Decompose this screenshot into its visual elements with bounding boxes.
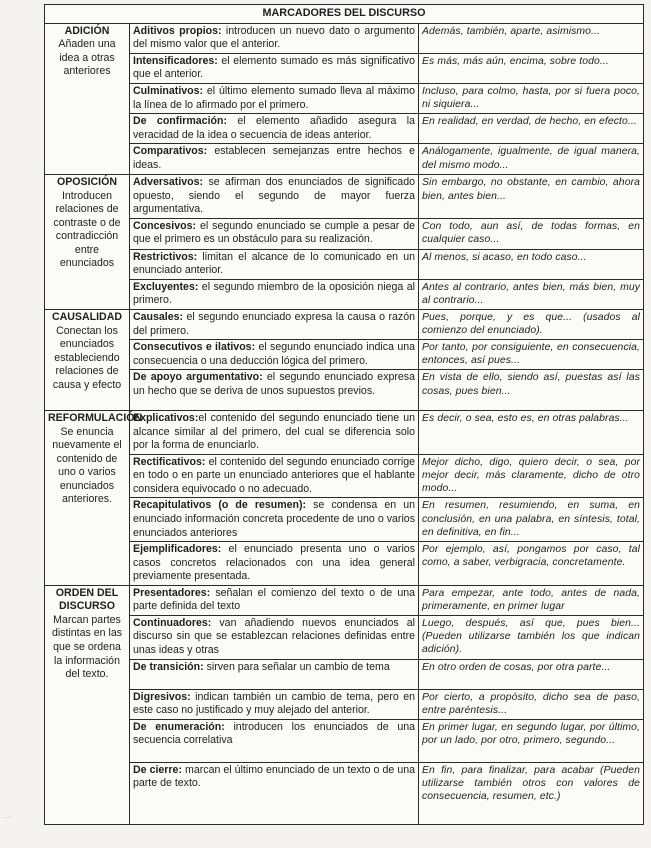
table-row <box>45 218 644 249</box>
definition-cell <box>130 144 419 175</box>
examples-cell: En resumen, resumiendo, en suma, en conclusión, en una palabra, en síntesis, total, en definitiva, en fin... <box>419 498 644 542</box>
examples-cell: En vista de ello, siendo así, puestas así las cosas, pues bien... <box>419 370 644 411</box>
discourse-markers-table <box>44 4 644 825</box>
definition-cell <box>130 762 419 824</box>
marker-definition: el elemento sumado es más significativo que el anterior. <box>133 54 415 81</box>
table-row <box>45 659 644 689</box>
examples-cell: Luego, después, así que, pues bien... (Pueden utilizarse también los que indican adición). <box>419 615 644 659</box>
definition-cell <box>130 542 419 586</box>
table-row <box>45 53 644 83</box>
marker-definition: sirven para señalar un cambio de tema <box>203 660 390 673</box>
table-row <box>45 498 644 542</box>
marker-definition: introducen un nuevo dato o argumento del mismo valor que el anterior. <box>133 24 415 51</box>
examples-cell: Con todo, aun así, de todas formas, en cualquier caso... <box>419 218 644 249</box>
table-row <box>45 615 644 659</box>
examples-cell: Para empezar, ante todo, antes de nada, primeramente, en primer lugar <box>419 585 644 615</box>
examples-cell: En realidad, en verdad, de hecho, en efecto... <box>419 114 644 144</box>
marker-definition: marcan el último enunciado de un texto o de una parte de texto. <box>133 763 415 790</box>
definition-cell <box>130 114 419 144</box>
category-name: REFORMULACIÓN <box>48 412 143 425</box>
table-row <box>45 689 644 719</box>
category-description: Introducen relaciones de contraste o de contradicción entre enunciados <box>53 189 121 270</box>
marker-type: Aditivos propios: <box>133 24 222 37</box>
examples-cell: Al menos, si acaso, en todo caso... <box>419 249 644 279</box>
category-name: ADICIÓN <box>64 24 110 37</box>
table-row <box>45 585 644 615</box>
examples-cell: En primer lugar, en segundo lugar, por último, por un lado, por otro, primero, segundo... <box>419 719 644 762</box>
marker-definition: se condensa en un enunciado información concreta procedente de uno o varios enunciados anteriores <box>133 499 415 539</box>
table-row <box>45 340 644 370</box>
category-cell <box>45 585 130 824</box>
marker-type: Adversativos: <box>133 176 204 189</box>
examples-cell: Por cierto, a propósito, dicho sea de paso, entre paréntesis... <box>419 689 644 719</box>
definition-cell <box>130 340 419 370</box>
category-description: Se enuncia nuevamente el contenido de uno o varios enunciados anteriores. <box>52 425 122 506</box>
table-row <box>45 542 644 586</box>
marker-definition: señalan el comienzo del texto o de una parte definida del texto <box>133 586 415 613</box>
table-row <box>45 454 644 498</box>
marker-type: Restrictivos: <box>133 250 198 263</box>
definition-cell <box>130 498 419 542</box>
examples-cell: Además, también, aparte, asimismo... <box>419 23 644 53</box>
definition-cell <box>130 53 419 83</box>
marker-type: Excluyentes: <box>133 280 199 293</box>
marker-type: De transición: <box>133 660 204 673</box>
marker-definition: el segundo enunciado se cumple a pesar de que el primero es un obstáculo para su realización. <box>133 219 415 246</box>
category-name: OPOSICIÓN <box>56 176 118 189</box>
marker-type: Continuadores: <box>133 616 212 629</box>
marker-type: De cierre: <box>133 763 182 776</box>
definition-cell <box>130 370 419 411</box>
examples-cell: Es más, más aún, encima, sobre todo... <box>419 53 644 83</box>
definition-cell <box>130 84 419 114</box>
marker-definition: el segundo enunciado indica una consecuencia o una deducción lógica del primero. <box>133 341 415 367</box>
marker-definition: van añadiendo nuevos enunciados al discurso sin que se establezcan relaciones definidas entre unas ideas y otras <box>133 616 415 656</box>
definition-cell <box>130 249 419 279</box>
marker-definition: establecen semejanzas entre hechos e ideas. <box>133 145 415 171</box>
table-row <box>45 310 644 340</box>
marker-definition: el elemento añadido asegura la veracidad de la idea o secuencia de ideas anterior. <box>133 115 415 141</box>
category-name: CAUSALIDAD <box>51 311 123 324</box>
examples-cell: Mejor dicho, digo, quiero decir, o sea, por mejor decir, más claramente, dicho de otro modo... <box>419 454 644 498</box>
definition-cell <box>130 615 419 659</box>
marker-definition: el contenido del segundo enunciado corrige en todo o en parte un enunciado anteriores que el hablante considera equivocado o no adecuado. <box>133 455 415 495</box>
marker-type: De apoyo argumentativo: <box>133 371 263 384</box>
marker-definition: el contenido del segundo enunciado tiene un alcance similar al del primero, del cual se diferencia solo por la forma de enunciarlo. <box>133 412 415 452</box>
table-row <box>45 84 644 114</box>
table-row <box>45 370 644 411</box>
definition-cell <box>130 454 419 498</box>
definition-cell <box>130 659 419 689</box>
table-row <box>45 719 644 762</box>
marker-type: Causales: <box>133 311 184 324</box>
examples-cell: En otro orden de cosas, por otra parte... <box>419 659 644 689</box>
scan-artifact: … <box>2 810 11 820</box>
table-row <box>45 249 644 279</box>
marker-type: Digresivos: <box>133 690 191 703</box>
examples-cell: Por ejemplo, así, pongamos por caso, tal como, a saber, verbigracia, concretamente. <box>419 542 644 586</box>
marker-definition: el enunciado presenta uno o varios casos concretos relacionados con una idea general previamente presentada. <box>133 543 415 583</box>
category-cell <box>45 310 130 411</box>
examples-cell: Incluso, para colmo, hasta, por si fuera poco, ni siquiera... <box>419 84 644 114</box>
examples-cell: Es decir, o sea, esto es, en otras palabras... <box>419 411 644 455</box>
definition-cell <box>130 175 419 219</box>
definition-cell <box>130 585 419 615</box>
table-title: MARCADORES DEL DISCURSO <box>45 5 644 24</box>
marker-type: Consecutivos e ilativos: <box>133 341 256 354</box>
definition-cell <box>130 411 419 455</box>
marker-definition: el último elemento sumado lleva al máximo la línea de lo afirmado por el primero. <box>133 85 415 111</box>
marker-definition: se afirman dos enunciados de significado opuesto, siendo el segundo de mayor fuerza argumentativa. <box>133 176 415 216</box>
category-description: Conectan los enunciados estableciendo relaciones de causa y efecto <box>52 324 122 391</box>
examples-cell: Por tanto, por consiguiente, en consecuencia, entonces, así pues... <box>419 340 644 370</box>
definition-cell <box>130 218 419 249</box>
marker-type: De enumeración: <box>133 720 225 733</box>
examples-cell: Pues, porque, y es que... (usados al comienzo del enunciado). <box>419 310 644 340</box>
examples-cell: En fin, para finalizar, para acabar (Pueden utilizarse también otros con valores de consecuencia, resumen, etc.) <box>419 762 644 824</box>
table-row <box>45 762 644 824</box>
marker-type: Rectificativos: <box>133 455 206 468</box>
definition-cell <box>130 23 419 53</box>
category-description: Marcan partes distintas en las que se ordena la información del texto. <box>51 613 123 681</box>
marker-definition: limitan el alcance de lo comunicado en un enunciado anterior. <box>133 250 415 277</box>
marker-definition: el segundo enunciado expresa un hecho que se deriva de unos supuestos previos. <box>133 371 415 397</box>
definition-cell <box>130 279 419 309</box>
category-name: ORDEN DEL DISCURSO <box>55 586 119 613</box>
marker-definition: introducen los enunciados de una secuencia correlativa <box>133 720 415 747</box>
marker-type: Explicativos: <box>133 412 199 425</box>
marker-type: Ejemplificadores: <box>133 543 222 556</box>
marker-type: Comparativos: <box>133 145 208 158</box>
table-row <box>45 279 644 309</box>
definition-cell <box>130 719 419 762</box>
examples-cell: Antes al contrario, antes bien, más bien, muy al contrario... <box>419 279 644 309</box>
category-description: Añaden una idea a otras anteriores <box>58 38 116 78</box>
marker-definition: el segundo miembro de la oposición niega al primero. <box>133 280 415 307</box>
marker-definition: el segundo enunciado expresa la causa o razón del primero. <box>133 311 415 337</box>
examples-cell: Sin embargo, no obstante, en cambio, ahora bien, antes bien... <box>419 175 644 219</box>
marker-definition: indican también un cambio de tema, pero en este caso no justificado y muy alejado del anterior. <box>133 690 415 717</box>
table-row <box>45 175 644 219</box>
marker-type: Presentadores: <box>133 586 211 599</box>
examples-cell: Análogamente, igualmente, de igual manera, del mismo modo... <box>419 144 644 175</box>
category-cell <box>45 411 143 586</box>
table-row <box>45 23 644 53</box>
table-row <box>45 411 644 455</box>
category-cell <box>45 23 130 174</box>
marker-type: Culminativos: <box>133 85 204 97</box>
marker-type: Recapitulativos (o de resumen): <box>133 499 307 512</box>
marker-type: Intensificadores: <box>133 54 218 67</box>
table-row <box>45 114 644 144</box>
marker-type: De confirmación: <box>133 115 227 128</box>
marker-type: Concesivos: <box>133 219 196 232</box>
definition-cell <box>130 689 419 719</box>
table-row <box>45 144 644 175</box>
category-cell <box>45 175 130 310</box>
definition-cell <box>130 310 419 340</box>
